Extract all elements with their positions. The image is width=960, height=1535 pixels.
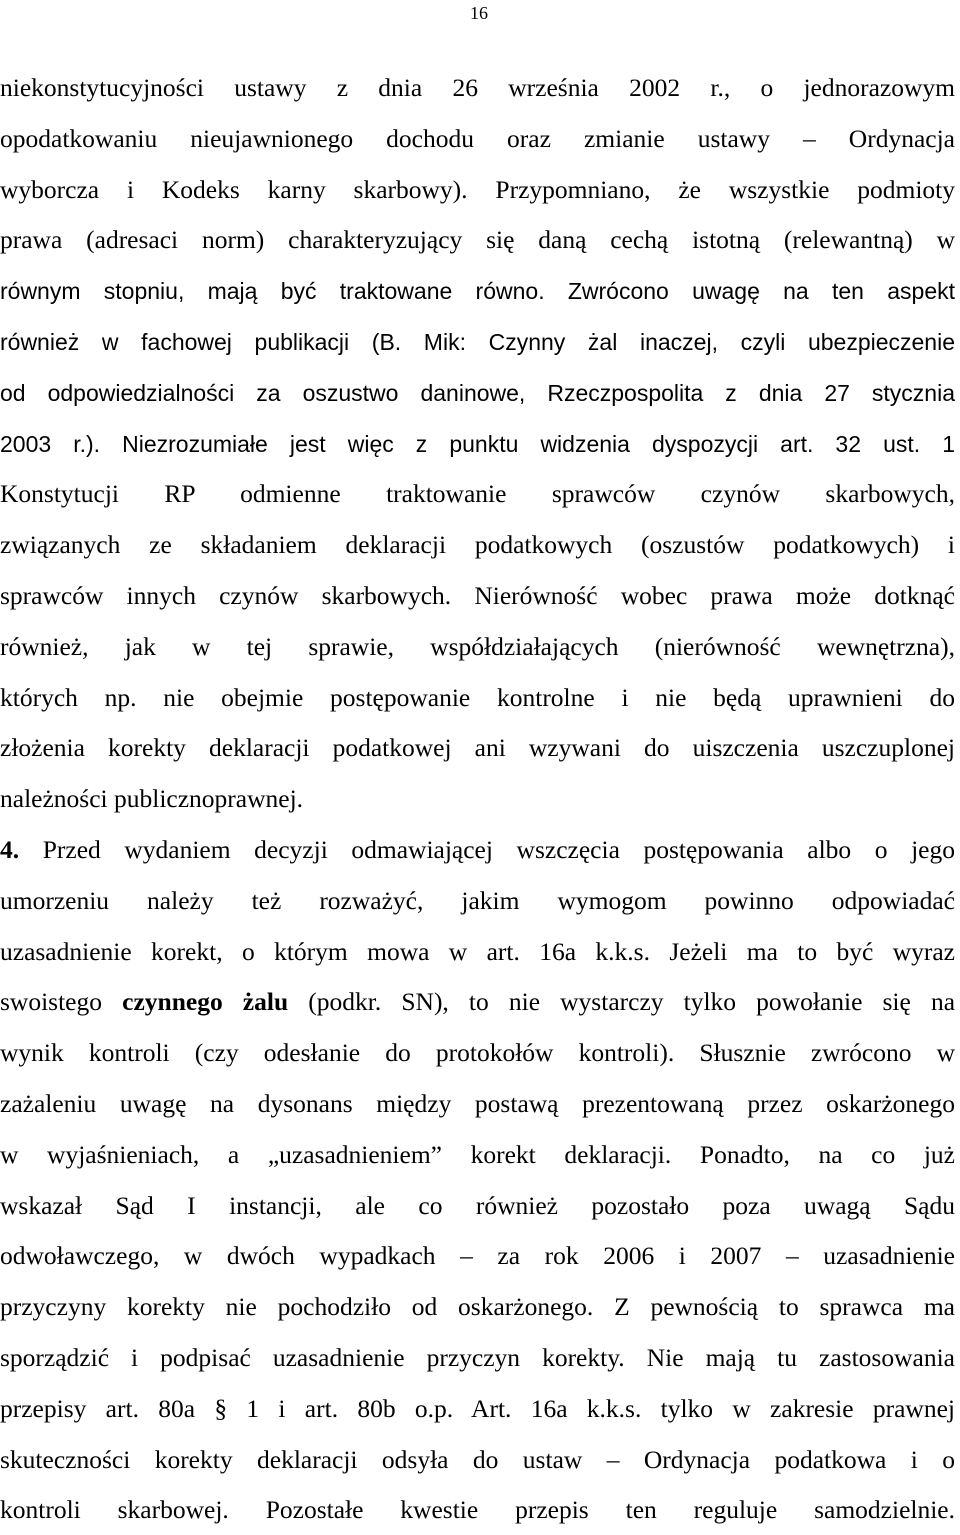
text-segment: wskazał Sąd I instancji, ale co również pozostało poza uwagą Sądu	[0, 1190, 955, 1220]
text-line	[0, 1389, 955, 1429]
text-segment: również, jak w tej sprawie, współdziałających (nierówność wewnętrzna),	[0, 631, 955, 661]
text-segment: przyczyny korekty nie pochodziło od oskarżonego. Z pewnością to sprawca ma	[0, 1292, 955, 1322]
text-segment: skuteczności korekty deklaracji odsyła do ustaw – Ordynacja podatkowa i o	[0, 1444, 955, 1474]
text-line	[0, 525, 955, 565]
text-line	[0, 424, 955, 464]
text-line	[0, 170, 955, 210]
text-line	[0, 627, 955, 667]
text-line	[0, 220, 955, 260]
text-line	[0, 1084, 955, 1124]
text-line	[0, 881, 955, 921]
text-line	[0, 474, 955, 514]
text-line	[0, 1490, 955, 1530]
text-segment: również w fachowej publikacji (B. Mik: Czynny żal inaczej, czyli ubezpieczenie	[0, 329, 955, 355]
text-segment: umorzeniu należy też rozważyć, jakim wymogom powinno odpowiadać	[0, 885, 955, 915]
text-line	[0, 932, 955, 972]
text-segment: sporządzić i podpisać uzasadnienie przyczyn korekty. Nie mają tu zastosowania	[0, 1343, 955, 1372]
text-segment: przepisy art. 80a § 1 i art. 80b o.p. Art. 16a k.k.s. tylko w zakresie prawnej	[0, 1393, 955, 1423]
bold-text: czynnego żalu	[122, 987, 289, 1017]
text-segment: związanych ze składaniem deklaracji podatkowych (oszustów podatkowych) i	[0, 530, 955, 560]
text-line	[0, 678, 955, 718]
text-line	[0, 1033, 955, 1073]
text-line	[0, 982, 955, 1022]
text-line	[0, 779, 955, 819]
text-line	[0, 830, 955, 870]
text-segment: Przed wydaniem decyzji odmawiającej wszczęcia postępowania albo o jego	[19, 835, 955, 864]
text-segment: należności publicznoprawnej.	[0, 784, 304, 814]
text-line	[0, 576, 955, 616]
text-line	[0, 322, 955, 362]
text-segment: wyborcza i Kodeks karny skarbowy). Przypomniano, że wszystkie podmioty	[0, 174, 955, 204]
text-line	[0, 68, 955, 108]
text-line	[0, 119, 955, 159]
text-line	[0, 1186, 955, 1226]
bold-text: 4.	[0, 835, 20, 864]
text-line	[0, 271, 955, 311]
text-line	[0, 728, 955, 768]
text-segment: w wyjaśnieniach, a „uzasadnieniem” korekt deklaracji. Ponadto, na co już	[0, 1139, 955, 1169]
text-segment: (podkr. SN), to nie wystarczy tylko powołanie się na	[288, 987, 955, 1017]
text-segment: których np. nie obejmie postępowanie kontrolne i nie będą uprawnieni do	[0, 682, 955, 712]
text-segment: prawa (adresaci norm) charakteryzujący się daną cechą istotną (relewantną) w	[0, 225, 955, 255]
text-segment: 2003 r.). Niezrozumiałe jest więc z punktu widzenia dyspozycji art. 32 ust. 1	[0, 430, 955, 457]
text-line	[0, 373, 955, 413]
text-line	[0, 1440, 955, 1480]
text-line	[0, 1236, 955, 1276]
text-segment: niekonstytucyjności ustawy z dnia 26 września 2002 r., o jednorazowym	[0, 73, 955, 102]
text-line	[0, 1338, 955, 1378]
text-segment: kontroli skarbowej. Pozostałe kwestie przepis ten reguluje samodzielnie.	[0, 1495, 955, 1525]
text-segment: wynik kontroli (czy odesłanie do protokołów kontroli). Słusznie zwrócono w	[0, 1038, 955, 1068]
text-segment: od odpowiedzialności za oszustwo daninowe, Rzeczpospolita z dnia 27 stycznia	[0, 379, 955, 406]
text-segment: Konstytucji RP odmienne traktowanie sprawców czynów skarbowych,	[0, 479, 955, 509]
text-segment: odwoławczego, w dwóch wypadkach – za rok 2006 i 2007 – uzasadnienie	[0, 1241, 955, 1271]
text-segment: równym stopniu, mają być traktowane równo. Zwrócono uwagę na ten aspekt	[0, 278, 955, 305]
text-segment: zażaleniu uwagę na dysonans między postawą prezentowaną przez oskarżonego	[0, 1089, 955, 1118]
page-number: 16	[470, 3, 488, 23]
text-line	[0, 1287, 955, 1327]
text-segment: złożenia korekty deklaracji podatkowej ani wzywani do uiszczenia uszczuplonej	[0, 733, 955, 763]
text-segment: sprawców innych czynów skarbowych. Nierówność wobec prawa może dotknąć	[0, 581, 955, 610]
text-line	[0, 1135, 955, 1175]
text-segment: opodatkowaniu nieujawnionego dochodu oraz zmianie ustawy – Ordynacja	[0, 123, 955, 153]
text-segment: swoistego	[0, 987, 123, 1017]
text-segment: uzasadnienie korekt, o którym mowa w art. 16a k.k.s. Jeżeli ma to być wyraz	[0, 936, 955, 966]
